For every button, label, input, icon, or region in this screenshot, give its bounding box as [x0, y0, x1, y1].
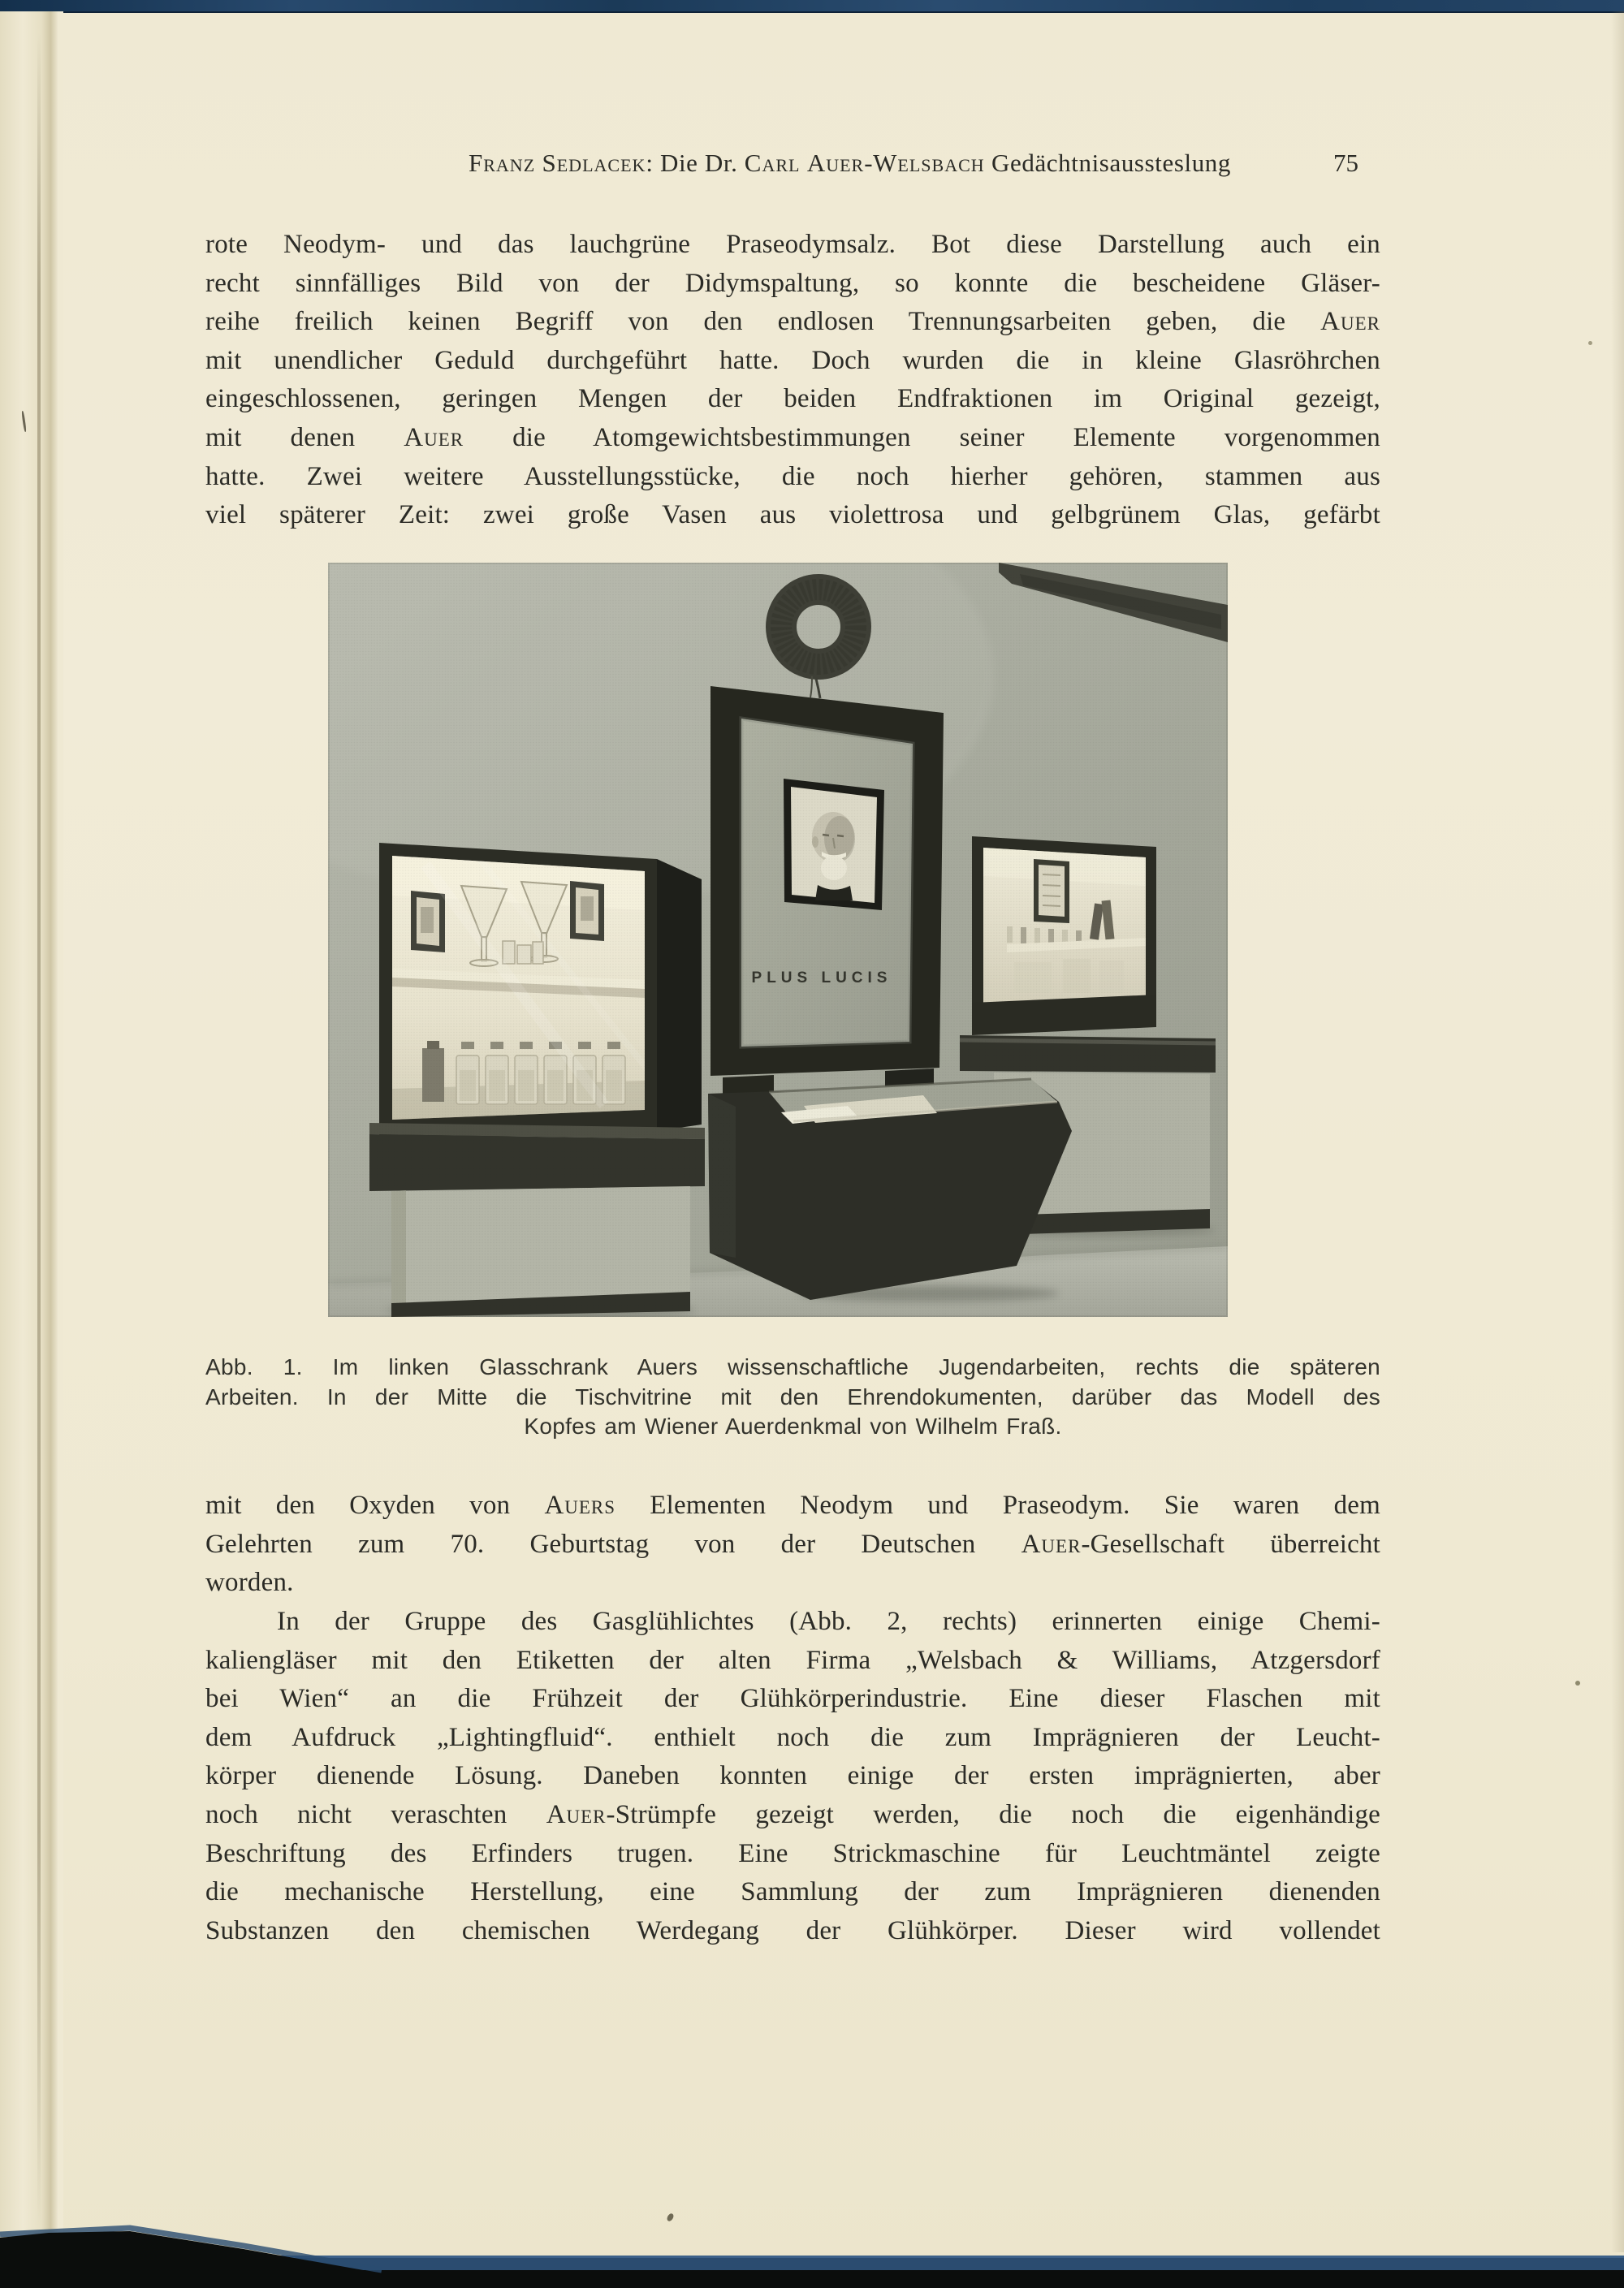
body-text-line: mit denen Auer die Atomgewichtsbestimmungen seiner Elemente vorgenommen	[205, 422, 1380, 452]
book-cover-edge-bottom	[0, 2202, 1624, 2288]
exhibition-photo	[328, 563, 1228, 1317]
page-number: 75	[1333, 149, 1358, 177]
page-header	[205, 149, 1380, 184]
body-text-line: bei Wien“ an die Frühzeit der Glühkörperindustrie. Eine dieser Flaschen mit	[205, 1684, 1380, 1714]
body-text-line: die mechanische Herstellung, eine Sammlung der zum Imprägnieren dienenden	[205, 1877, 1380, 1907]
body-text-line: mit unendlicher Geduld durchgeführt hatte. Doch wurden die in kleine Glasröhrchen	[205, 345, 1380, 375]
body-text-line: recht sinnfälliges Bild von der Didymspaltung, so konnte die bescheidene Gläser-	[205, 268, 1380, 298]
body-text-line: noch nicht veraschten Auer-Strümpfe gezeigt werden, die noch die eigenhändige	[205, 1799, 1380, 1829]
figure-caption	[205, 1353, 1380, 1442]
caption-line: Abb. 1. Im linken Glasschrank Auers wissenschaftliche Jugendarbeiten, rechts die späteren	[205, 1354, 1380, 1379]
body-text-line: körper dienende Lösung. Daneben konnten einige der ersten imprägnierten, aber	[205, 1761, 1380, 1791]
paragraph-1	[205, 226, 1380, 535]
body-text-line: rote Neodym- und das lauchgrüne Praseodymsalz. Bot diese Darstellung auch ein	[205, 230, 1380, 259]
scan-speck	[1575, 1681, 1580, 1686]
body-text-line: worden.	[205, 1568, 294, 1598]
body-text-line: eingeschlossenen, geringen Mengen der beiden Endfraktionen im Original gezeigt,	[205, 384, 1380, 414]
book-cover-edge-top	[0, 0, 1624, 13]
running-title: Franz Sedlacek: Die Dr. Carl Auer-Welsbach Gedächtnisaussteslung	[469, 149, 1231, 177]
body-text-line: In der Gruppe des Gasglühlichtes (Abb. 2, rechts) erinnerten einige Chemi-	[277, 1607, 1380, 1636]
page-edge-right-shade	[1611, 11, 1624, 2252]
body-text-line: Gelehrten zum 70. Geburtstag von der Deutschen Auer-Gesellschaft überreicht	[205, 1529, 1380, 1559]
body-text-line: Substanzen den chemischen Werdegang der Glühkörper. Dieser wird vollendet	[205, 1915, 1380, 1945]
body-text-line: mit den Oxyden von Auers Elementen Neodym und Praseodym. Sie waren dem	[205, 1491, 1380, 1520]
body-text-line: reihe freilich keinen Begriff von den endlosen Trennungsarbeiten geben, die Auer	[205, 307, 1380, 337]
body-text-line: Beschriftung des Erfinders trugen. Eine Strickmaschine für Leuchtmäntel zeigte	[205, 1838, 1380, 1868]
paragraph-2	[205, 1487, 1380, 1603]
caption-line: Kopfes am Wiener Auerdenkmal von Wilhelm Fraß.	[524, 1414, 1062, 1439]
caption-line: Arbeiten. In der Mitte die Tischvitrine mit den Ehrendokumenten, darüber das Modell des	[205, 1384, 1380, 1409]
gutter-crease-line	[37, 32, 41, 2225]
body-text-line: viel späterer Zeit: zwei große Vasen aus violettrosa und gelbgrünem Glas, gefärbt	[205, 500, 1380, 530]
page-gutter-crease	[0, 11, 63, 2252]
scan-speck	[1588, 341, 1592, 345]
body-text-line: hatte. Zwei weitere Ausstellungsstücke, die noch hierher gehören, stammen aus	[205, 461, 1380, 491]
body-text-line: kaliengläser mit den Etiketten der alten Firma „Welsbach & Williams, Atzgersdorf	[205, 1645, 1380, 1675]
halftone-overlay	[328, 563, 1228, 1317]
body-text-line: dem Aufdruck „Lightingfluid“. enthielt noch die zum Imprägnieren der Leucht-	[205, 1722, 1380, 1752]
paragraph-3	[205, 1603, 1380, 1950]
